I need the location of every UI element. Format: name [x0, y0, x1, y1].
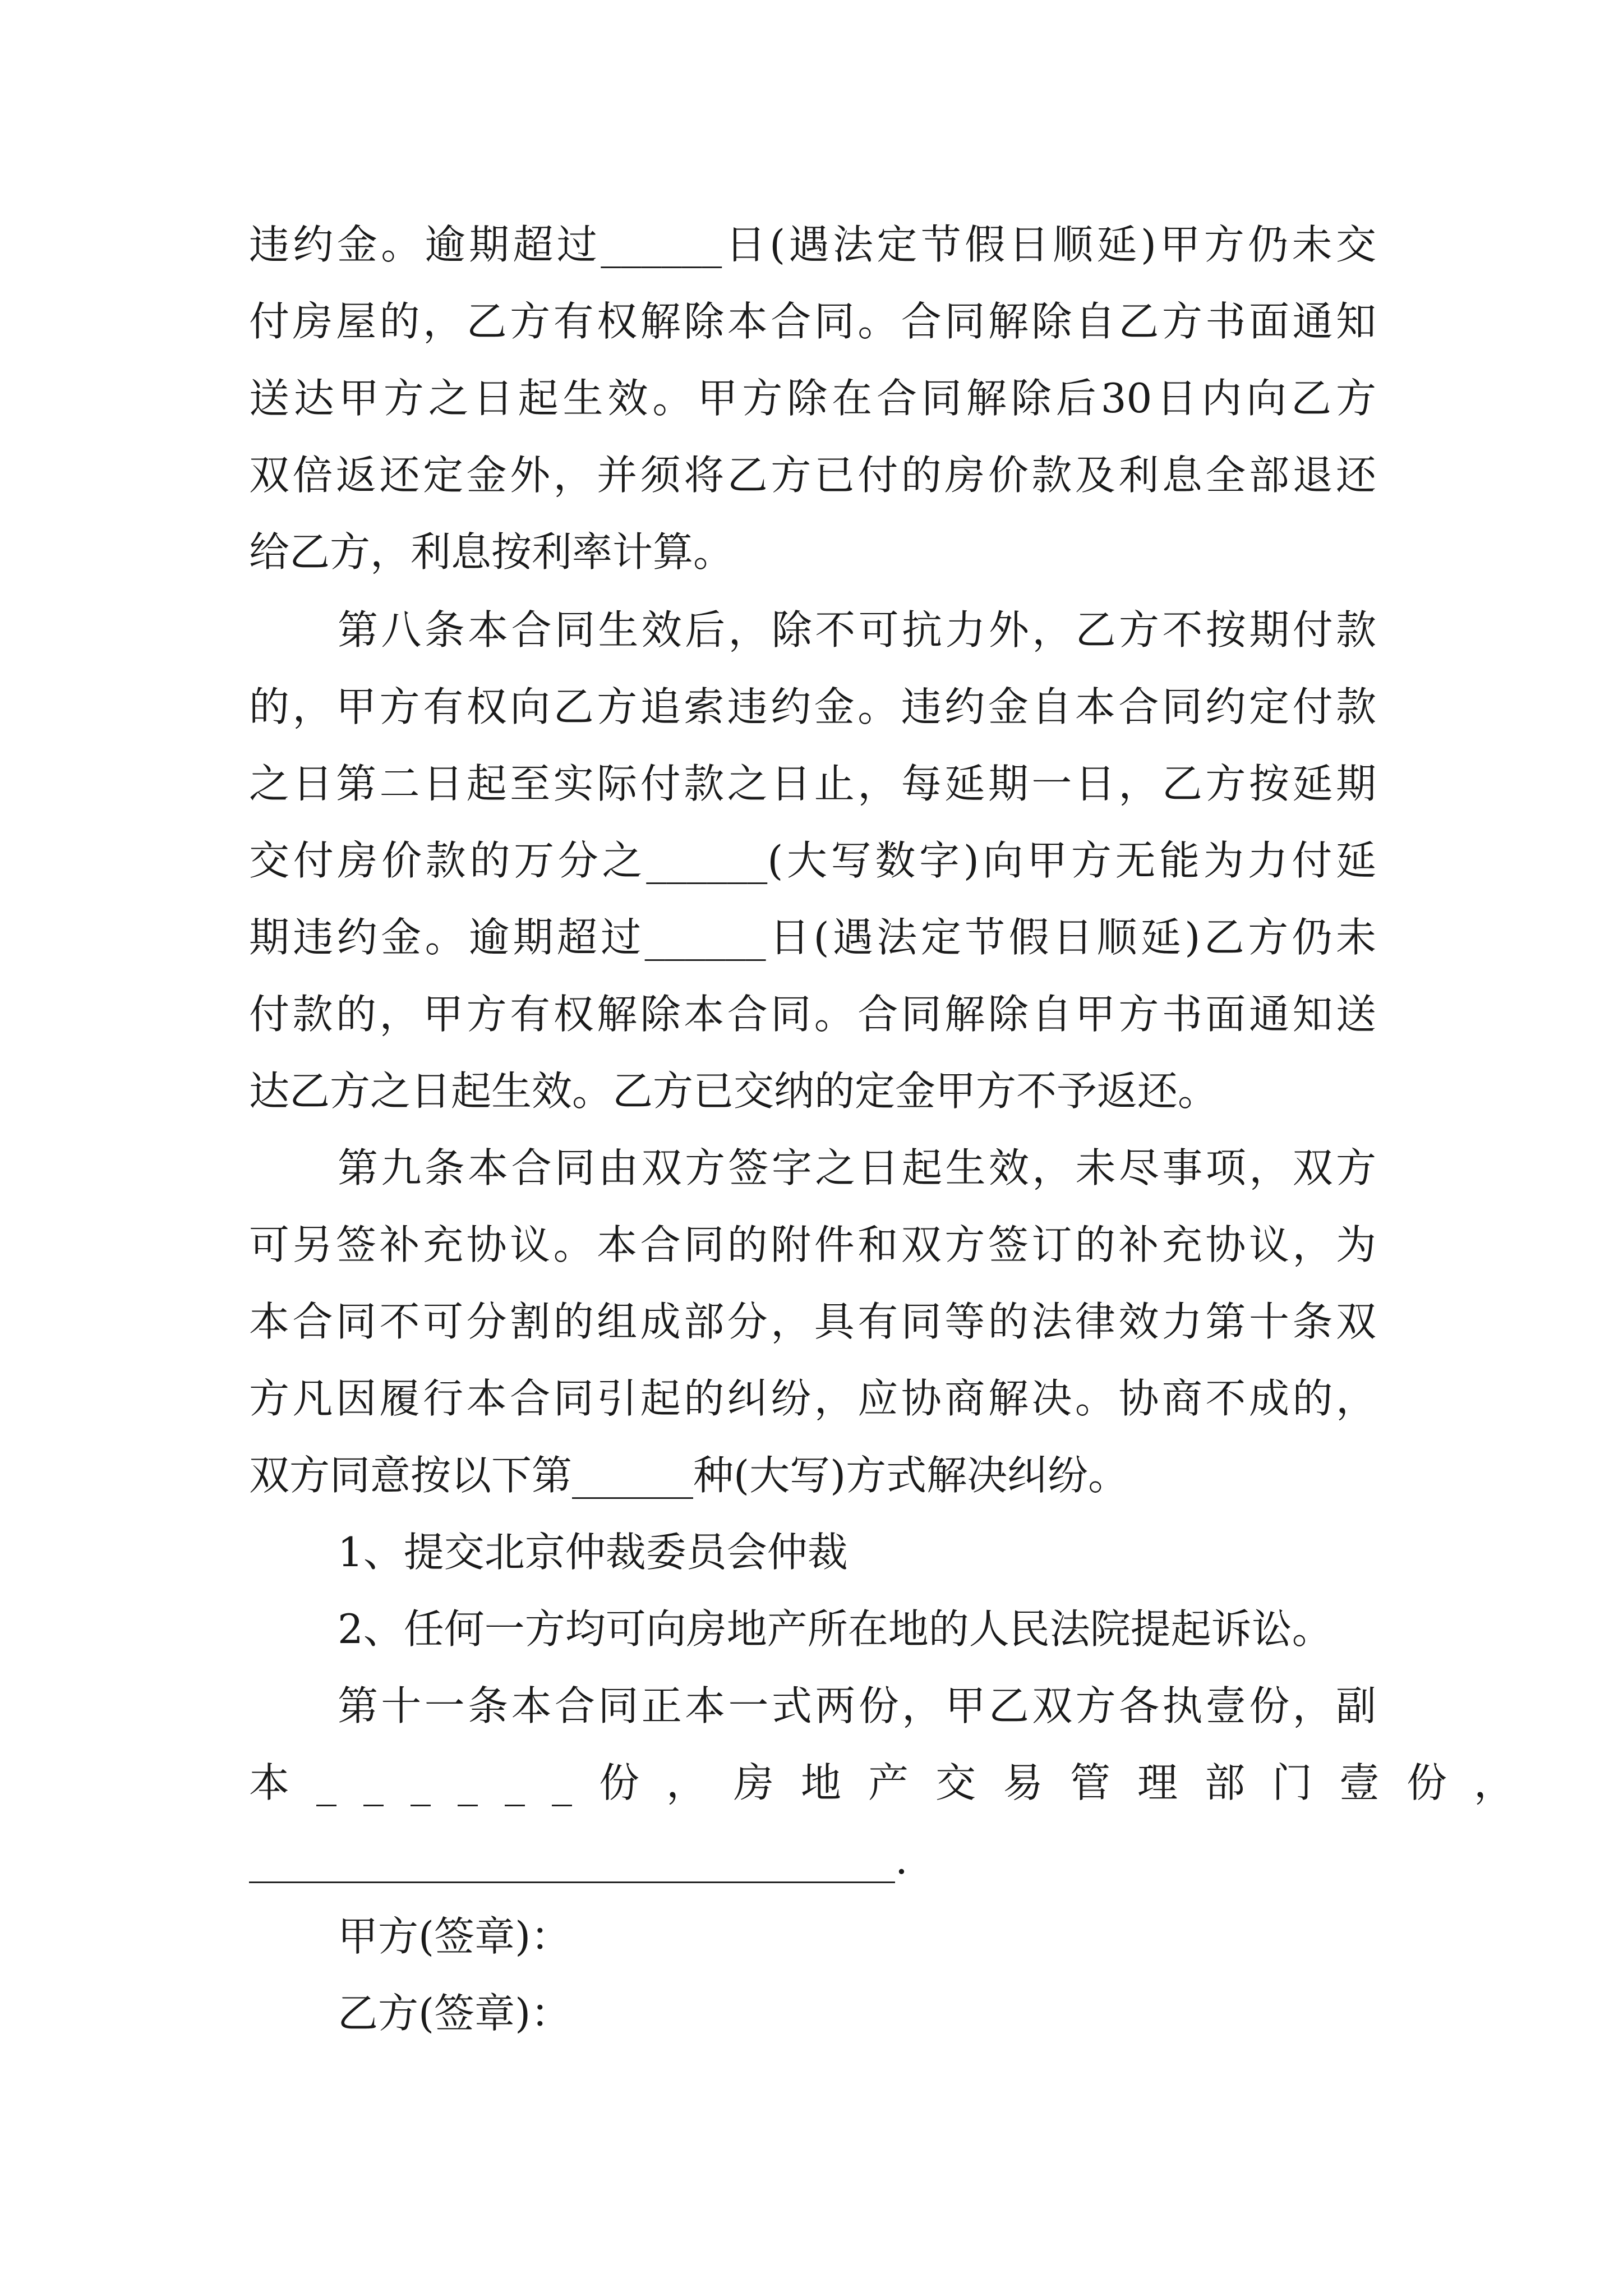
party-a-signature: 甲方(签章)：: [338, 1913, 571, 1960]
paragraph-line: 第九条本合同由双方签字之日起生效，未尽事项，双方: [338, 1144, 1376, 1191]
paragraph-line: 方凡因履行本合同引起的纠纷，应协商解决。协商不成的，: [249, 1375, 1376, 1422]
paragraph-line: 违约金。逾期超过______日(遇法定节假日顺延)甲方仍未交: [249, 221, 1376, 268]
list-item: 2、任何一方均可向房地产所在地的人民法院提起诉讼。: [338, 1605, 1332, 1653]
party-b-signature: 乙方(签章)：: [338, 1990, 571, 2037]
paragraph-line: 期违约金。逾期超过______日(遇法定节假日顺延)乙方仍未: [249, 914, 1376, 961]
blank-line: ________________________________.: [249, 1836, 908, 1883]
paragraph-line: 给乙方，利息按利率计算。: [249, 528, 734, 576]
paragraph-line: 送达甲方之日起生效。甲方除在合同解除后30日内向乙方: [249, 375, 1376, 422]
paragraph-line: 本合同不可分割的组成部分，具有同等的法律效力第十条双: [249, 1298, 1376, 1345]
paragraph-line: 达乙方之日起生效。乙方已交纳的定金甲方不予返还。: [249, 1068, 1219, 1115]
paragraph-line: 之日第二日起至实际付款之日止，每延期一日，乙方按延期: [249, 760, 1376, 807]
paragraph-line: 第八条本合同生效后，除不可抗力外，乙方不按期付款: [338, 606, 1376, 654]
paragraph-line: 第十一条本合同正本一式两份，甲乙双方各执壹份，副: [338, 1682, 1376, 1729]
paragraph-line: 的，甲方有权向乙方追索违约金。违约金自本合同约定付款: [249, 683, 1376, 730]
paragraph-line: 本______份，房地产交易管理部门壹份，: [249, 1759, 1542, 1806]
paragraph-line: 可另签补充协议。本合同的附件和双方签订的补充协议，为: [249, 1221, 1376, 1268]
paragraph-line: 双方同意按以下第______种(大写)方式解决纠纷。: [249, 1452, 1129, 1499]
list-item: 1、提交北京仲裁委员会仲裁: [338, 1529, 848, 1576]
paragraph-line: 交付房价款的万分之______(大写数字)向甲方无能为力付延: [249, 837, 1376, 884]
paragraph-line: 付款的，甲方有权解除本合同。合同解除自甲方书面通知送: [249, 991, 1376, 1038]
paragraph-line: 付房屋的，乙方有权解除本合同。合同解除自乙方书面通知: [249, 298, 1376, 345]
paragraph-line: 双倍返还定金外，并须将乙方已付的房价款及利息全部退还: [249, 452, 1376, 499]
